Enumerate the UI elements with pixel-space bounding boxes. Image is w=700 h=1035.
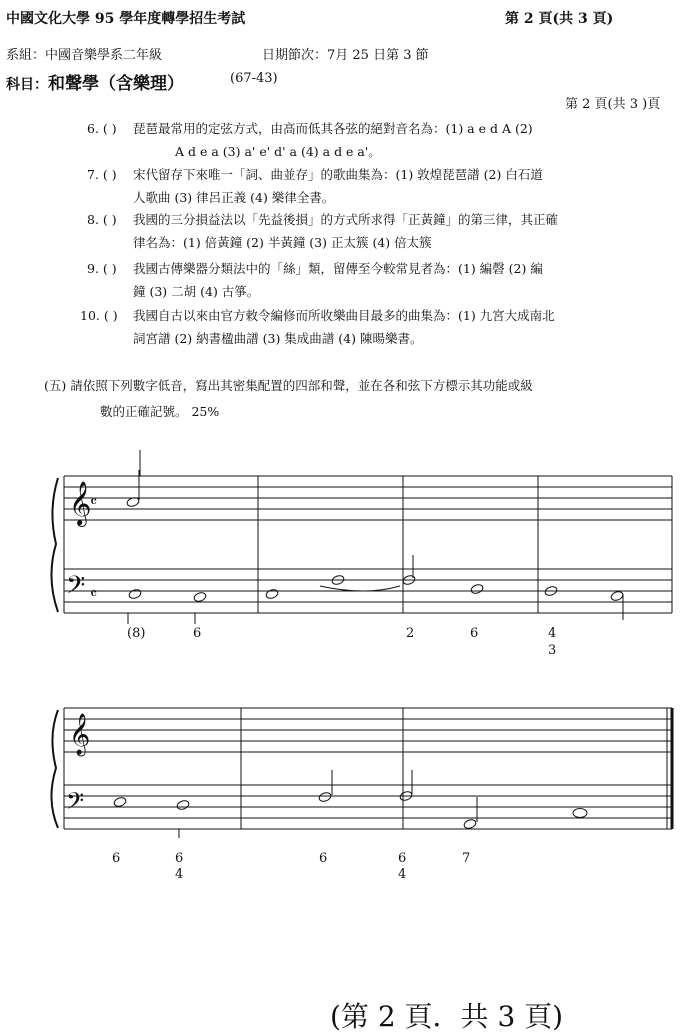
figure: 6 — [112, 851, 121, 866]
figure: 4 — [398, 867, 407, 882]
figure: 6 — [319, 851, 328, 866]
figured-bass-system-1 — [127, 626, 556, 658]
figure: 6 — [193, 626, 202, 641]
exam-date: 日期節次：7月 25 日第 3 節 — [262, 48, 429, 63]
figure: 4 — [175, 867, 184, 882]
brace — [51, 478, 58, 612]
figure: (8) — [127, 626, 146, 641]
question-line: A d e a (3) a' e' d' a (4) a d e a'。 — [175, 144, 381, 159]
question-line: 我國古傳樂器分類法中的「絲」類，留傳至今較常見者為：(1) 編磬 (2) 編 — [133, 261, 543, 276]
bass-note — [193, 591, 207, 603]
page-indicator-right: 第 2 頁(共 3 )頁 — [565, 97, 661, 112]
subject-code: (67-43) — [230, 71, 278, 86]
section-line: 數的正確記號。 25% — [100, 404, 220, 419]
question-line: 律名為：(1) 倍黃鐘 (2) 半黃鐘 (3) 正太簇 (4) 倍太簇 — [133, 235, 432, 250]
treble-staff — [64, 708, 672, 752]
question-line: 我國的三分損益法以「先益後損」的方式所求得「正黃鐘」的第三律，其正確 — [133, 212, 559, 227]
figure: 2 — [406, 626, 415, 641]
question-line: 宋代留存下來唯一「詞、曲並存」的歌曲集為：(1) 敦煌琵琶譜 (2) 白石道 — [133, 167, 543, 182]
section-line: (五) 請依照下列數字低音，寫出其密集配置的四部和聲，並在各和弦下方標示其功能或級 — [44, 378, 533, 393]
system-2 — [51, 708, 672, 838]
question-number: 8. ( ) — [87, 212, 117, 227]
bass-note — [470, 583, 484, 595]
figure: 4 — [548, 626, 557, 641]
bass-note — [318, 791, 332, 803]
figure: 6 — [398, 851, 407, 866]
bass-note — [610, 590, 624, 602]
question-number: 9. ( ) — [87, 261, 117, 276]
brace — [51, 710, 58, 828]
bass-clef-icon: 𝄢 — [66, 787, 85, 820]
question-number: 6. ( ) — [87, 121, 117, 136]
department: 系組：中國音樂學系二年級 — [6, 48, 163, 63]
question-number: 10. ( ) — [80, 308, 118, 323]
subject-name: 和聲學（含樂理） — [48, 74, 184, 94]
question-line: 詞宮譜 (2) 納書楹曲譜 (3) 集成曲譜 (4) 陳暘樂書。 — [133, 331, 423, 346]
bass-note — [463, 818, 477, 830]
question-number: 7. ( ) — [87, 167, 117, 182]
bass-staff — [64, 785, 672, 829]
question-line: 我國自古以來由官方敕令編修而所收樂曲目最多的曲集為：(1) 九宮大成南北 — [133, 308, 555, 323]
figured-bass-system-2 — [112, 851, 470, 882]
bass-note — [128, 588, 142, 600]
whole-note — [573, 809, 587, 818]
question-line: 琵琶最常用的定弦方式，由高而低其各弦的絕對音名為：(1) a e d A (2) — [133, 121, 533, 136]
figure: 6 — [470, 626, 479, 641]
bass-note — [265, 588, 279, 600]
question-line: 鐘 (3) 二胡 (4) 古箏。 — [133, 284, 260, 299]
subject-prefix: 科目： — [6, 77, 48, 93]
tie — [320, 586, 400, 591]
footer-page-number: (第 2 頁．共 3 頁) — [330, 1000, 564, 1033]
figure: 3 — [548, 643, 557, 658]
treble-clef-icon: 𝄞 — [69, 714, 91, 755]
common-time-icon: 𝄴 — [90, 584, 98, 603]
page-indicator: 第 2 頁(共 3 頁) — [505, 11, 614, 27]
treble-staff — [64, 476, 672, 520]
exam-title: 中國文化大學 95 學年度轉學招生考試 — [6, 11, 246, 27]
common-time-icon: 𝄴 — [90, 492, 98, 511]
bass-note — [176, 799, 190, 811]
question-line: 人歌曲 (3) 律呂正義 (4) 樂律全書。 — [133, 190, 335, 205]
figure: 7 — [462, 851, 471, 866]
treble-clef-icon: 𝄞 — [69, 481, 92, 525]
figure: 6 — [175, 851, 184, 866]
bass-note — [113, 796, 127, 808]
system-1 — [51, 450, 672, 624]
bass-clef-icon: 𝄢 — [66, 571, 86, 606]
